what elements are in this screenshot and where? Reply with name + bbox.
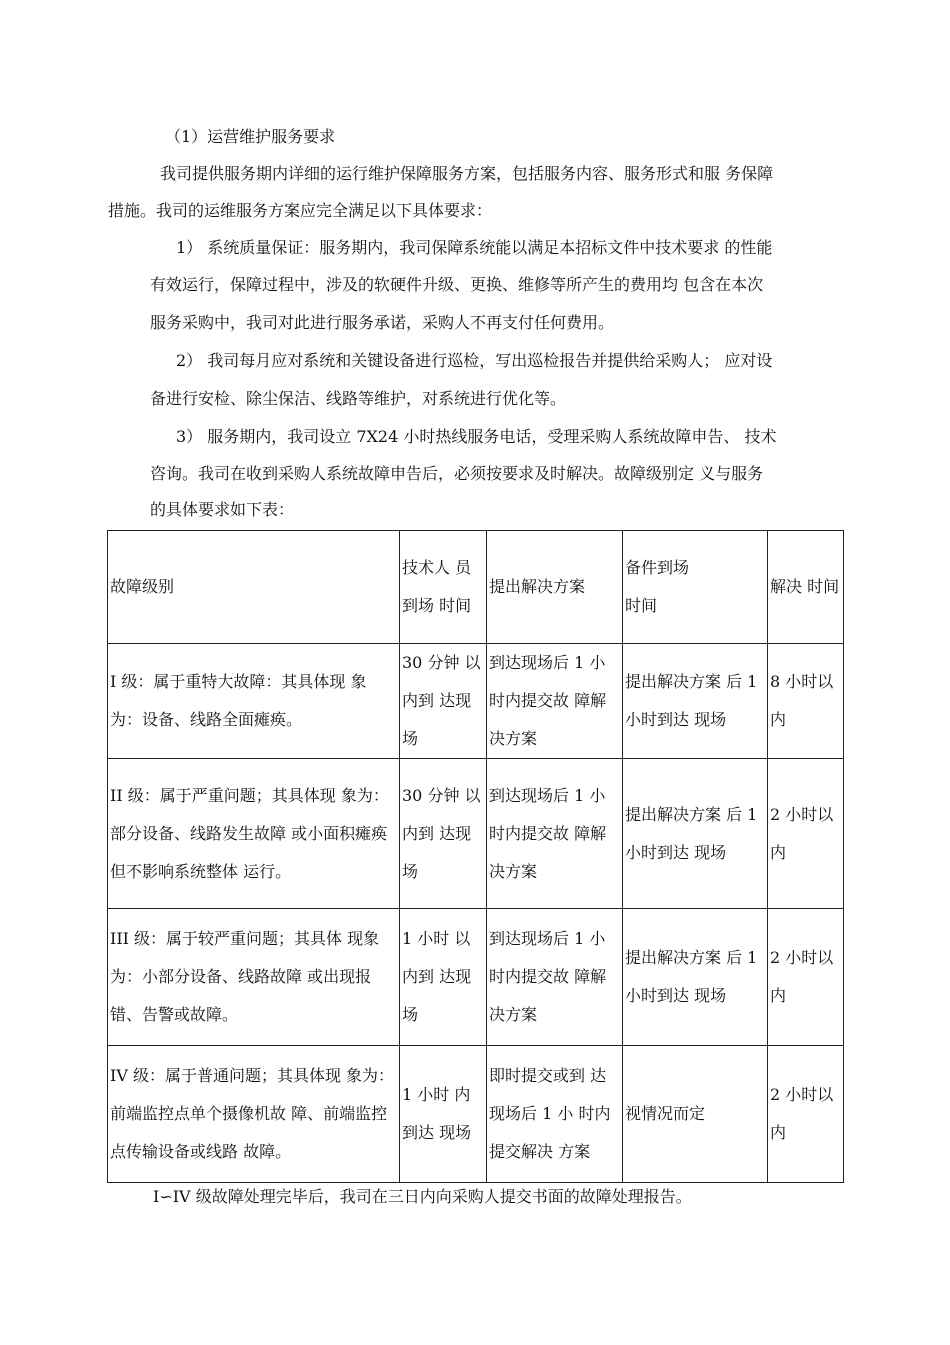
cell-resolution: 2 小时以内 <box>768 759 844 909</box>
cell-resolution: 2 小时以内 <box>768 1046 844 1183</box>
requirement-item-3-line: 3） 服务期内，我司设立 7X24 小时热线服务电话，受理采购人系统故障申告、 技术 <box>176 427 777 446</box>
cell-fault-level: IV 级：属于普通问题；其具体现 象为：前端监控点单个摄像机故 障、前端监控点传输设备或线路 故障。 <box>108 1046 400 1183</box>
header-solution-proposal: 提出解决方案 <box>487 531 623 644</box>
requirement-item-2-line: 备进行安检、除尘保洁、线路等维护，对系统进行优化等。 <box>150 389 567 408</box>
cell-tech-arrival: 30 分钟 以内到 达现场 <box>400 759 487 909</box>
cell-resolution: 2 小时以内 <box>768 909 844 1046</box>
requirement-item-1-line: 1） 系统质量保证：服务期内，我司保障系统能以满足本招标文件中技术要求 的性能 <box>176 238 773 257</box>
cell-fault-level: I 级：属于重特大故障：其具体现 象为：设备、线路全面瘫痪。 <box>108 644 400 759</box>
section-heading: （1）运营维护服务要求 <box>165 127 336 146</box>
table-row <box>108 1046 844 1183</box>
table-row <box>108 759 844 909</box>
intro-paragraph-line: 我司提供服务期内详细的运行维护保障服务方案，包括服务内容、服务形式和服 务保障 <box>160 164 774 183</box>
requirement-item-1-line: 有效运行，保障过程中，涉及的软硬件升级、更换、维修等所产生的费用均 包含在本次 <box>150 275 764 294</box>
cell-fault-level: II 级：属于严重问题；其具体现 象为：部分设备、线路发生故障 或小面积瘫痪但不影响系统整体 运行。 <box>108 759 400 909</box>
header-resolution-time: 解决 时间 <box>768 531 844 644</box>
fault-level-table <box>107 530 844 1183</box>
cell-solution: 到达现场后 1 小时内提交故 障解决方案 <box>487 644 623 759</box>
requirement-item-3-line: 的具体要求如下表： <box>150 500 295 519</box>
intro-paragraph-line: 措施。我司的运维服务方案应完全满足以下具体要求： <box>108 201 493 220</box>
cell-tech-arrival: 1 小时 内到达 现场 <box>400 1046 487 1183</box>
header-fault-level: 故障级别 <box>108 531 400 644</box>
header-spare-parts-arrival: 备件到场 时间 <box>623 531 768 644</box>
cell-solution: 即时提交或到 达现场后 1 小 时内提交解决 方案 <box>487 1046 623 1183</box>
requirement-item-2-line: 2） 我司每月应对系统和关键设备进行巡检，写出巡检报告并提供给采购人； 应对设 <box>176 351 773 370</box>
table-row <box>108 909 844 1046</box>
cell-spare-parts: 视情况而定 <box>623 1046 768 1183</box>
cell-spare-parts: 提出解决方案 后 1 小时到达 现场 <box>623 759 768 909</box>
cell-solution: 到达现场后 1 小时内提交故 障解决方案 <box>487 909 623 1046</box>
cell-fault-level: III 级：属于较严重问题；其具体 现象为：小部分设备、线路故障 或出现报错、告警或故障。 <box>108 909 400 1046</box>
cell-resolution: 8 小时以内 <box>768 644 844 759</box>
cell-tech-arrival: 1 小时 以内到 达现场 <box>400 909 487 1046</box>
requirement-item-3-line: 咨询。我司在收到采购人系统故障申告后，必须按要求及时解决。故障级别定 义与服务 <box>150 464 764 483</box>
cell-spare-parts: 提出解决方案 后 1 小时到达 现场 <box>623 909 768 1046</box>
cell-tech-arrival: 30 分钟 以内到 达现场 <box>400 644 487 759</box>
footer-note: I∽IV 级故障处理完毕后，我司在三日内向采购人提交书面的故障处理报告。 <box>153 1187 692 1206</box>
requirement-item-1-line: 服务采购中，我司对此进行服务承诺，采购人不再支付任何费用。 <box>150 313 615 332</box>
table-header-row <box>108 531 844 644</box>
table-row <box>108 644 844 759</box>
cell-solution: 到达现场后 1 小时内提交故 障解决方案 <box>487 759 623 909</box>
cell-spare-parts: 提出解决方案 后 1 小时到达 现场 <box>623 644 768 759</box>
header-tech-arrival-time: 技术人 员到场 时间 <box>400 531 487 644</box>
